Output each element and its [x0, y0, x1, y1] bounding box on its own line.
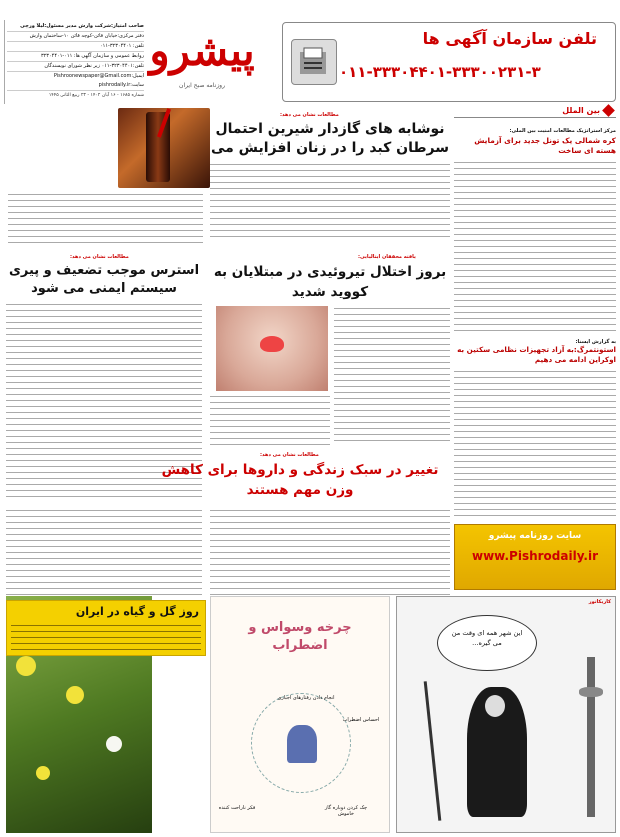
health3-title: استرس موجب تضعیف و پیری سیستم ایمنی می شود — [8, 263, 200, 296]
masthead-info — [4, 20, 146, 104]
soda-photo — [118, 108, 210, 188]
masthead-info-line: تلفن:۳۲۳۰۴۴۰۱-۰۱۱ زیر نظر شورای نویسندگان — [7, 62, 144, 72]
bubble-text: این شهر همه ای وقت من می گیره... — [451, 629, 523, 647]
health1-tag: مطالعات نشان می دهد: — [280, 112, 339, 118]
anxiety-label: چک کردن دوباره گاز خاموش — [324, 805, 368, 817]
person-figure — [287, 725, 317, 763]
health2-body-text — [334, 306, 450, 446]
flowers-title-box — [6, 600, 206, 656]
anxiety-label: انجام دادن رفتارهای اجباری — [277, 695, 335, 701]
health4-body-text — [210, 508, 450, 600]
health4-body-text2 — [6, 508, 202, 600]
scythe — [424, 681, 442, 821]
health1-body-text — [210, 162, 450, 242]
intl-section-title: بین الملل — [562, 106, 600, 115]
intl-body-text2 — [454, 369, 616, 519]
site-banner-url[interactable]: www.Pishrodaily.ir — [471, 549, 599, 563]
intl-title: کره شمالی یک تونل جدید برای آزمایش هسته ای ساخت — [474, 136, 616, 155]
health3-tag: مطالعات نشان می دهد: — [70, 254, 129, 260]
logo-text: پیشرو — [149, 26, 255, 75]
anxiety-label: احساس اضطراب — [342, 717, 380, 723]
issue-line: شماره ۱۶۸۵ - ۱۶ آبان ۱۴۰۲ - ۲۳ ربیع الثانی ۱۴۴۵ — [48, 93, 144, 98]
health4-tag: مطالعات نشان می دهد: — [260, 452, 319, 458]
flowers-title: روز گل و گیاه در ایران — [75, 605, 199, 618]
health2-body-text2 — [210, 394, 330, 446]
site-banner[interactable] — [454, 524, 616, 590]
health1-body-text2 — [8, 192, 203, 247]
masthead-info-line: تلفن: ۳۲۳۰۴۴۰۱-۰۱۱ — [7, 42, 144, 52]
health2-tag: یافته محققان ایتالیایی: — [358, 254, 416, 260]
cartoon-panel — [396, 596, 616, 833]
masthead-info-line: ایمیل:Pishroonewspaper@Gmail.com سایت:pishrodaily.ir — [7, 72, 144, 91]
ad-phones: ۰۱۱-۳۳۳۰۴۴۰۱-۳۳۳۰۰۲۳۱-۳ — [339, 63, 541, 81]
thyroid-photo — [216, 306, 328, 391]
intl-kicker: مرکز استراتژیک مطالعات امنیت بین الملی: — [509, 128, 616, 134]
masthead-info-line: روابط عمومی و سازمان آگهی ها: ۰۱۱-۳۲۳۰۴۴۰۱ — [7, 52, 144, 62]
health4-title: تغییر در سبک زندگی و داروها برای کاهش وزن مهم هستند — [161, 462, 439, 498]
intl-kicker2: به گزارش ایسنا: — [575, 339, 616, 345]
anxiety-title: چرخه وسواس و اضطراب — [248, 620, 352, 653]
logo-subtitle: روزنامه صبح ایران — [179, 82, 225, 89]
ad-box — [282, 22, 616, 102]
intl-body-text — [454, 160, 616, 335]
ad-title: تلفن سازمان آگهی ها — [422, 29, 597, 48]
cartoon-label: کاریکاتور — [588, 599, 611, 605]
masthead-info-line: دفتر مرکزی:خیابان قائن-کوچه قائن ۱۰-ساختمان وارش — [7, 32, 144, 42]
health2-title: بروز اختلال تیروئیدی در مبتلایان به کووید شدید — [213, 264, 447, 300]
speech-bubble — [437, 615, 537, 671]
tower — [587, 657, 595, 817]
masthead-info-line: صاحب امتیاز:شرکت وارش مدیر مسئول:لیلا ورچی — [7, 22, 144, 32]
intl-section-header — [454, 104, 616, 118]
flowers-body-text — [11, 623, 201, 653]
site-banner-title: سایت روزنامه پیشرو — [488, 531, 582, 541]
intl-title2: استونتمرگ:به آزاد تجهیزات نظامی سکتین به اوکراین ادامه می دهیم — [457, 345, 616, 364]
fax-icon — [291, 39, 337, 85]
anxiety-panel — [210, 596, 390, 833]
diamond-icon — [602, 104, 615, 117]
logo — [146, 20, 258, 96]
health1-title: نوشابه های گازدار شیرین احتمال سرطان کبد را در زنان افزایش می — [210, 121, 450, 156]
anxiety-label: فکر ناراحت کننده — [218, 805, 256, 811]
